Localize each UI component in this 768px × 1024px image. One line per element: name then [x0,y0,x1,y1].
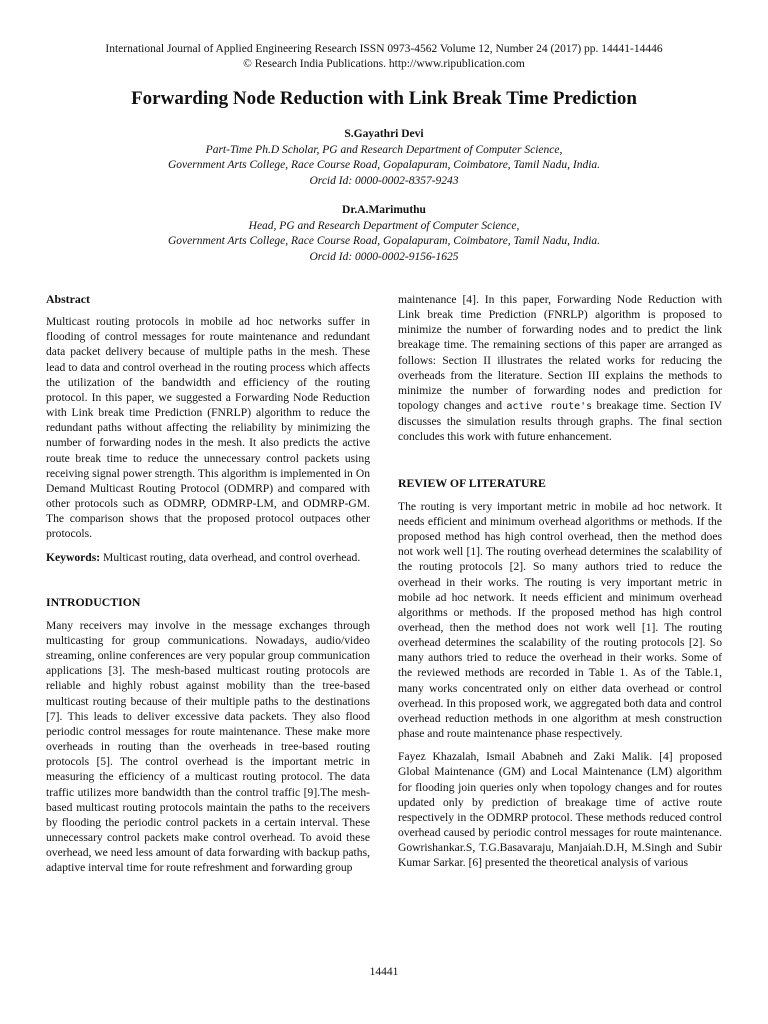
keywords-label: Keywords: [46,550,101,564]
inline-code-text: active route's [506,401,593,413]
keywords-paragraph [46,550,370,565]
paper-title: Forwarding Node Reduction with Link Break Time Prediction [131,88,637,109]
author-affiliation-line: Government Arts College, Race Course Road, Gopalapuram, Coimbatore, Tamil Nadu, India. [167,159,601,171]
right-column [398,292,722,870]
author-affiliation-line: Part-Time Ph.D Scholar, PG and Research Department of Computer Science, [205,143,563,156]
introduction-continuation-b: breakage time. Section IV discusses the simulation results through graphs. The final section concludes this work with future enhancement. [398,399,722,444]
author-affiliation-line: Government Arts College, Race Course Road, Gopalapuram, Coimbatore, Tamil Nadu, India. [167,235,601,247]
journal-citation: International Journal of Applied Engineering Research ISSN 0973-4562 Volume 12, Number 24 (2017) pp. 14441-14446 [105,43,663,55]
introduction-text: Many receivers may involve in the message exchanges through multicasting for group communications. Nowadays, audio/video streaming, online conferences are very popular group communication applications [3]. The mesh-based multicast routing protocols are reliable and highly robust against mobility than the tree-based multicast routing because of their multiple paths to the destinations [7]. This leads to deliver excessive data packets. They also flood periodic control messages for route maintenance. These make more overheads in routing than the overheads in tree-based routing protocols [5]. The control overhead is the important metric in measuring the efficiency of a multicast routing protocol. The data traffic utilizes more bandwidth than the control traffic [9].The mesh-based multicast routing protocols maintain the paths to the receivers by flooding the periodic control packets in a certain interval. These unnecessary control packets make control overhead. To avoid these overhead, we need less amount of data forwarding with backup paths, adaptive interval time for route refreshment and forwarding group [46,618,370,875]
author-orcid: Orcid Id: 0000-0002-8357-9243 [309,174,459,187]
author-block-1 [0,127,768,189]
author-block-2 [0,203,768,265]
keywords-text: Multicast routing, data overhead, and control overhead. [100,550,361,564]
review-paragraph-2: Fayez Khazalah, Ismail Ababneh and Zaki Malik. [4] proposed Global Maintenance (GM) and Local Maintenance (LM) algorithm for flooding join queries only when topology changes and for routes updated only by prediction of breakage time of active route respectively in the ODMRP protocol. These methods reduced control overhead caused by periodic control messages for route maintenance. Gowrishankar.S, T.G.Basavaraju, Manjaiah.D.H, M.Singh and Subir Kumar Sarkar. [6] presented the theoretical analysis of various [398,750,722,870]
author-name: S.Gayathri Devi [344,128,424,140]
author-orcid: Orcid Id: 0000-0002-9156-1625 [309,250,459,263]
introduction-continuation-a: maintenance [4]. In this paper, Forwarding Node Reduction with Link break time Prediction (FNRLP) algorithm is proposed to minimize the number of forwarding nodes and to predict the link breakage time. The remaining sections of this paper are arranged as follows: Section II illustrates the related works for reducing the overheads from the literature. Section III explains the methods to minimize the number of forwarding nodes and prediction for topology changes and [398,293,722,413]
abstract-heading: Abstract [46,292,90,306]
introduction-heading: INTRODUCTION [46,594,141,609]
publisher-line: © Research India Publications. http://www.ripublication.com [243,58,525,70]
journal-header [0,42,768,72]
author-name: Dr.A.Marimuthu [342,204,426,216]
review-heading: REVIEW OF LITERATURE [398,475,546,490]
author-affiliation-line: Head, PG and Research Department of Computer Science, [248,219,520,232]
introduction-continuation [398,292,722,445]
page-number: 14441 [369,966,399,978]
review-paragraph-1: The routing is very important metric in mobile ad hoc network. It needs efficient and minimum overhead algorithms or methods. If the proposed method has high control overhead, then the method does not work well [1]. The routing overhead determines the scalability of the routing protocols [2]. So many authors tried to reduce the overhead in their works. The routing is very important metric in mobile ad hoc network. It needs efficient and minimum overhead algorithms or methods. If the proposed method has high control overhead, then the method does not work well [1]. The routing overhead determines the scalability of the routing protocols [2]. So many authors tried to reduce the overhead in their works. Some of the reviewed methods are recorded in Table 1. As of the Table.1, many works concentrated only on either data overhead or control overhead. In this proposed work, we aggregated both data and control overhead reduction methods in one algorithm at mesh construction phase and route maintenance phase respectively. [398,499,722,741]
left-column [46,292,370,875]
abstract-text: Multicast routing protocols in mobile ad hoc networks suffer in flooding of control messages for route maintenance and redundant data packet delivery because of multiple paths in the mesh. These lead to data and control overhead in the routing process which affects the utilization of the bandwidth and efficiency of the routing protocol. In this paper, we suggested a Forwarding Node Reduction with Link break time Prediction (FNRLP) algorithm to reduce the redundant paths without affecting the reliability by minimizing the number of forwarding nodes in the mesh. It also predicts the active route break time to reduce the unnecessary control packets using receiving signal power strength. This algorithm is implemented in On Demand Multicast Routing Protocol (ODMRP) and compared with other protocols such as ODMRP, ODMRP-LM, and ODMRP-GM. The comparison shows that the proposed protocol outpaces other protocols. [46,315,370,541]
